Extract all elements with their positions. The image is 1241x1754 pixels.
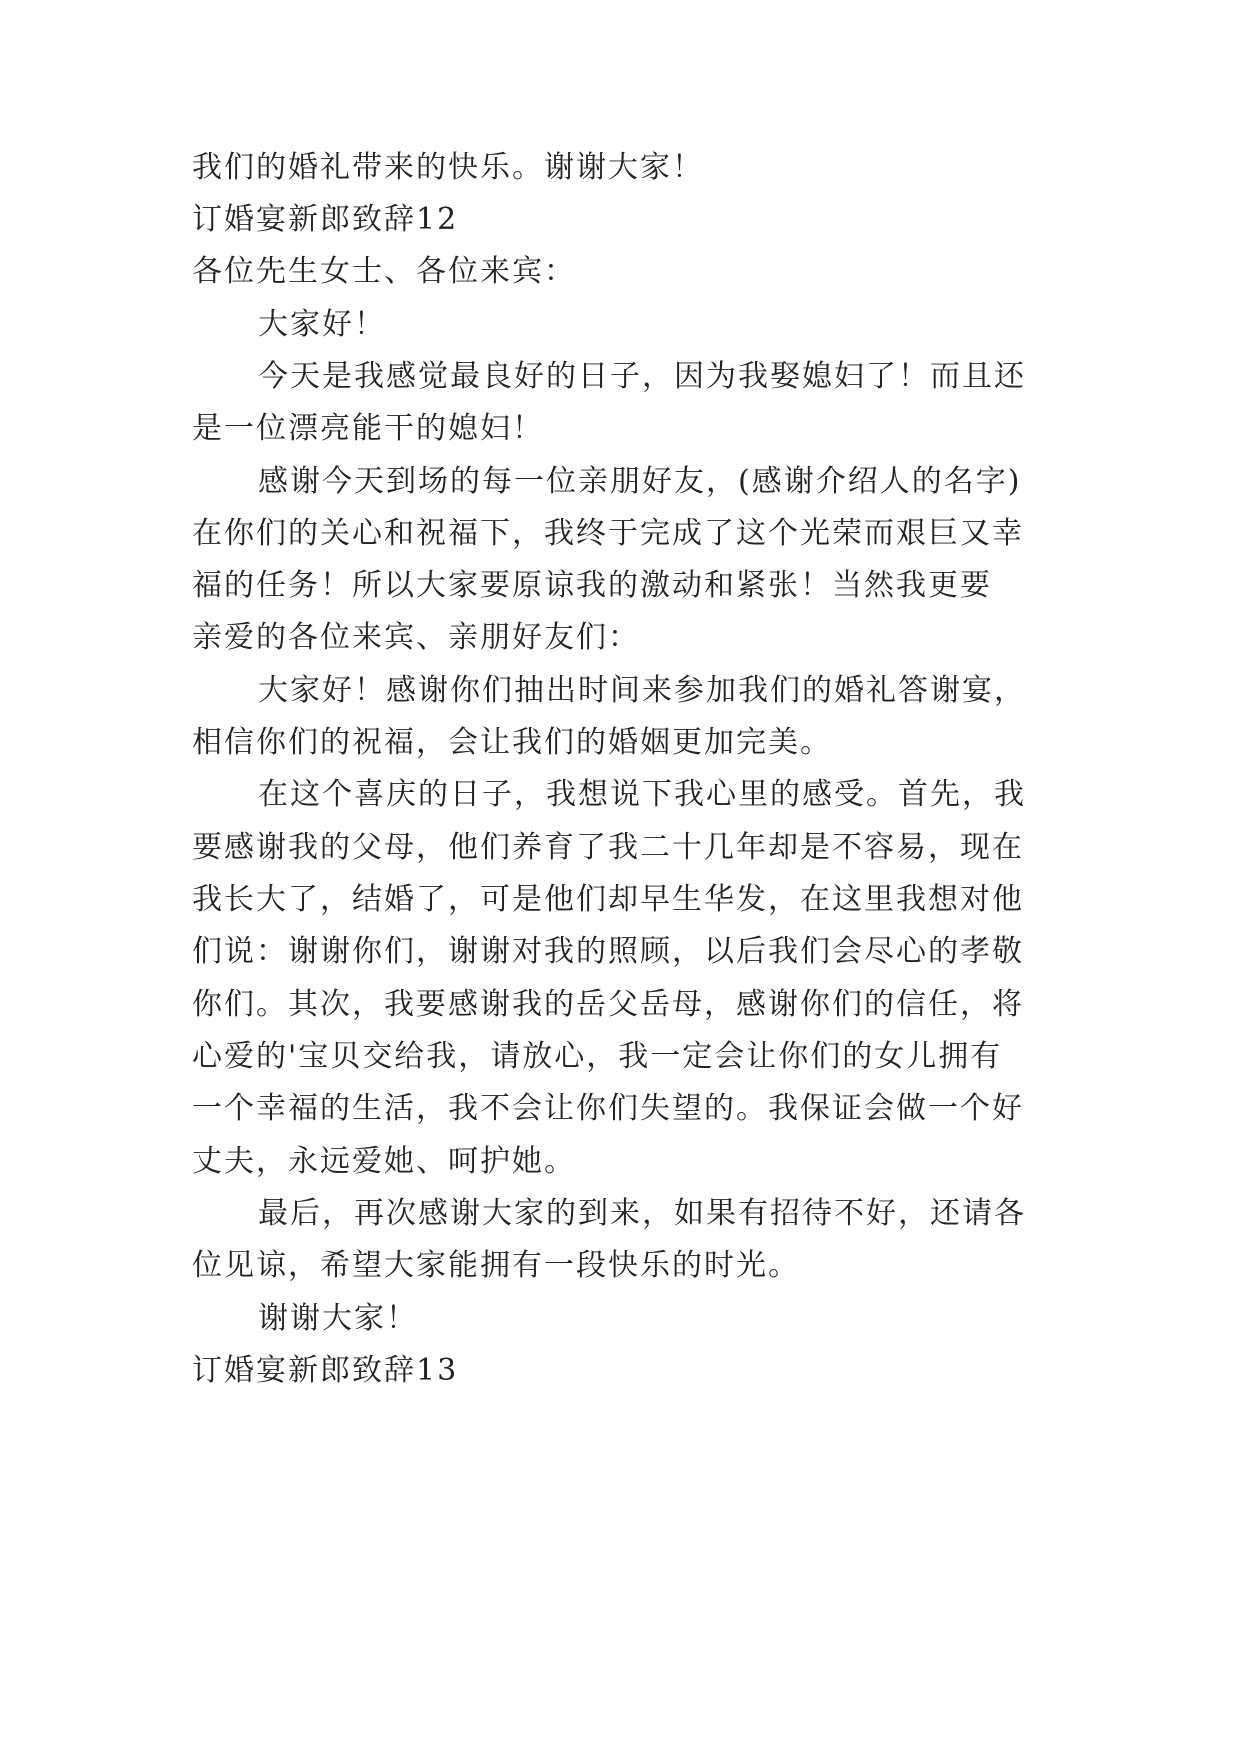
text-line: 感谢今天到场的每一位亲朋好友，(感谢介绍人的名字) [258, 464, 1022, 499]
closing-thanks: 谢谢大家！ [258, 1301, 418, 1336]
text-line: 我们的婚礼带来的快乐。谢谢大家！ [192, 150, 704, 185]
section-heading: 订婚宴新郎致辞12 [192, 202, 459, 237]
text-line: 你们。其次，我要感谢我的岳父岳母，感谢你们的信任，将 [192, 987, 1024, 1022]
greeting: 大家好！ [258, 307, 386, 342]
text-line: 位见谅，希望大家能拥有一段快乐的时光。 [192, 1248, 800, 1283]
text-line: 今天是我感觉最良好的日子，因为我娶媳妇了！而且还 [258, 359, 1026, 394]
text-line: 在这个喜庆的日子，我想说下我心里的感受。首先，我 [258, 777, 1026, 812]
text-line: 我长大了，结婚了，可是他们却早生华发，在这里我想对他 [192, 882, 1024, 917]
text-line: 大家好！感谢你们抽出时间来参加我们的婚礼答谢宴， [258, 673, 1026, 708]
text-line: 丈夫，永远爱她、呵护她。 [192, 1144, 576, 1179]
text-line: 福的任务！所以大家要原谅我的激动和紧张！当然我更要 [192, 568, 992, 603]
text-line: 一个幸福的生活，我不会让你们失望的。我保证会做一个好 [192, 1091, 1024, 1126]
text-line: 最后，再次感谢大家的到来，如果有招待不好，还请各 [258, 1196, 1026, 1231]
text-line: 亲爱的各位来宾、亲朋好友们： [192, 620, 640, 655]
text-line: 们说：谢谢你们，谢谢对我的照顾，以后我们会尽心的孝敬 [192, 934, 1024, 969]
salutation: 各位先生女士、各位来宾： [192, 254, 576, 289]
section-heading: 订婚宴新郎致辞13 [192, 1353, 459, 1388]
text-line: 在你们的关心和祝福下，我终于完成了这个光荣而艰巨又幸 [192, 516, 1024, 551]
text-line: 相信你们的祝福，会让我们的婚姻更加完美。 [192, 725, 832, 760]
text-line: 是一位漂亮能干的媳妇！ [192, 411, 544, 446]
text-line: 心爱的'宝贝交给我，请放心，我一定会让你们的女儿拥有 [192, 1039, 1003, 1074]
text-line: 要感谢我的父母，他们养育了我二十几年却是不容易，现在 [192, 830, 1024, 865]
